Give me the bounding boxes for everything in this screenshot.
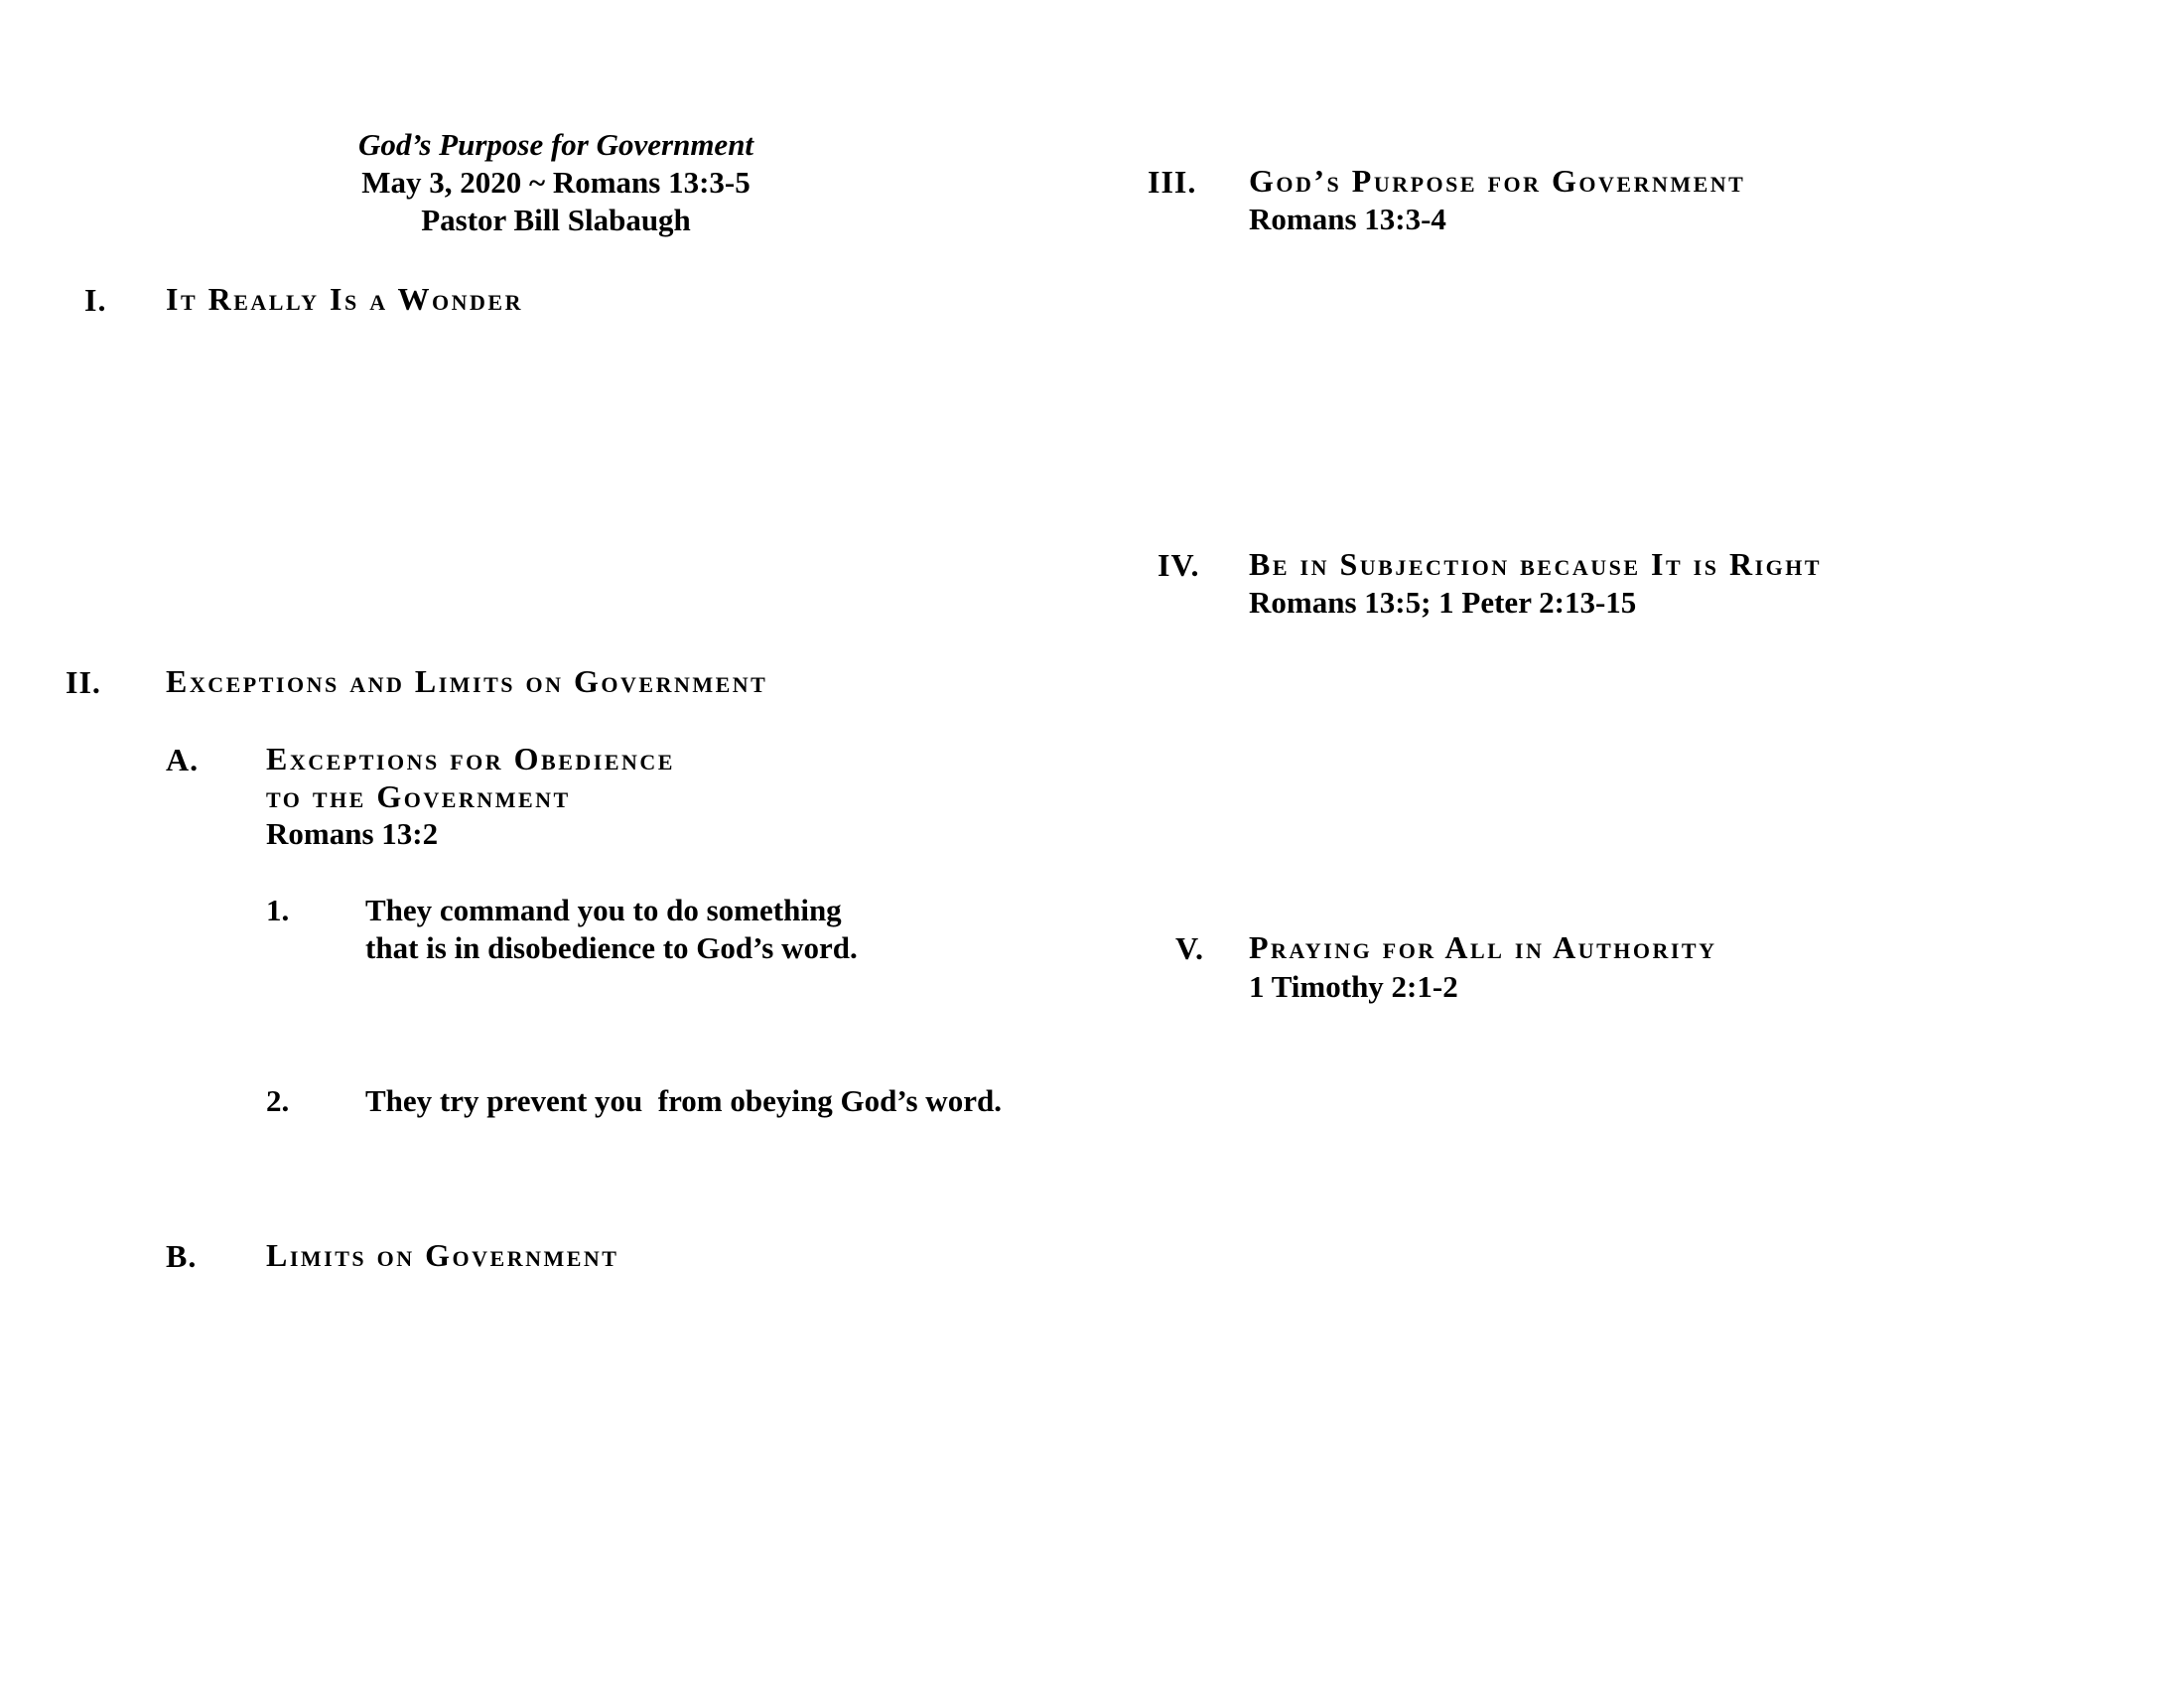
section-5-heading: Praying for All in Authority (1249, 929, 1717, 965)
section-4-heading: Be in Subjection because It is Right (1249, 546, 1823, 582)
point-1-line2: that is in disobedience to God’s word. (365, 930, 858, 965)
section-1-heading: It Really Is a Wonder (166, 281, 523, 317)
point-2-text: They try prevent you from obeying God’s word. (365, 1083, 1002, 1118)
section-3-heading: God’s Purpose for Government (1249, 163, 1746, 199)
sub-b-letter: B. (166, 1238, 198, 1274)
section-1-numeral: I. (84, 282, 107, 318)
sermon-pastor: Pastor Bill Slabaugh (421, 203, 691, 237)
point-1-number: 1. (266, 893, 290, 927)
section-4-reference: Romans 13:5; 1 Peter 2:13-15 (1249, 585, 1637, 620)
sub-a-heading-line2: to the Government (266, 778, 571, 814)
point-1-line1: They command you to do something (365, 893, 842, 927)
section-3-numeral: III. (1148, 164, 1197, 200)
sermon-header (258, 126, 854, 239)
sermon-title: God’s Purpose for Government (357, 127, 754, 162)
section-5-reference: 1 Timothy 2:1-2 (1249, 969, 1458, 1004)
section-3-reference: Romans 13:3-4 (1249, 202, 1446, 236)
sub-a-letter: A. (166, 742, 200, 777)
section-5-numeral: V. (1175, 930, 1204, 966)
section-4-numeral: IV. (1158, 547, 1200, 583)
sub-b-heading: Limits on Government (266, 1237, 619, 1273)
section-2-heading: Exceptions and Limits on Government (166, 663, 768, 699)
point-2-number: 2. (266, 1083, 290, 1118)
sub-a-heading-line1: Exceptions for Obedience (266, 741, 675, 776)
sub-a-reference: Romans 13:2 (266, 816, 439, 851)
section-2-numeral: II. (66, 664, 101, 700)
sermon-date-passage: May 3, 2020 ~ Romans 13:3-5 (361, 165, 751, 200)
